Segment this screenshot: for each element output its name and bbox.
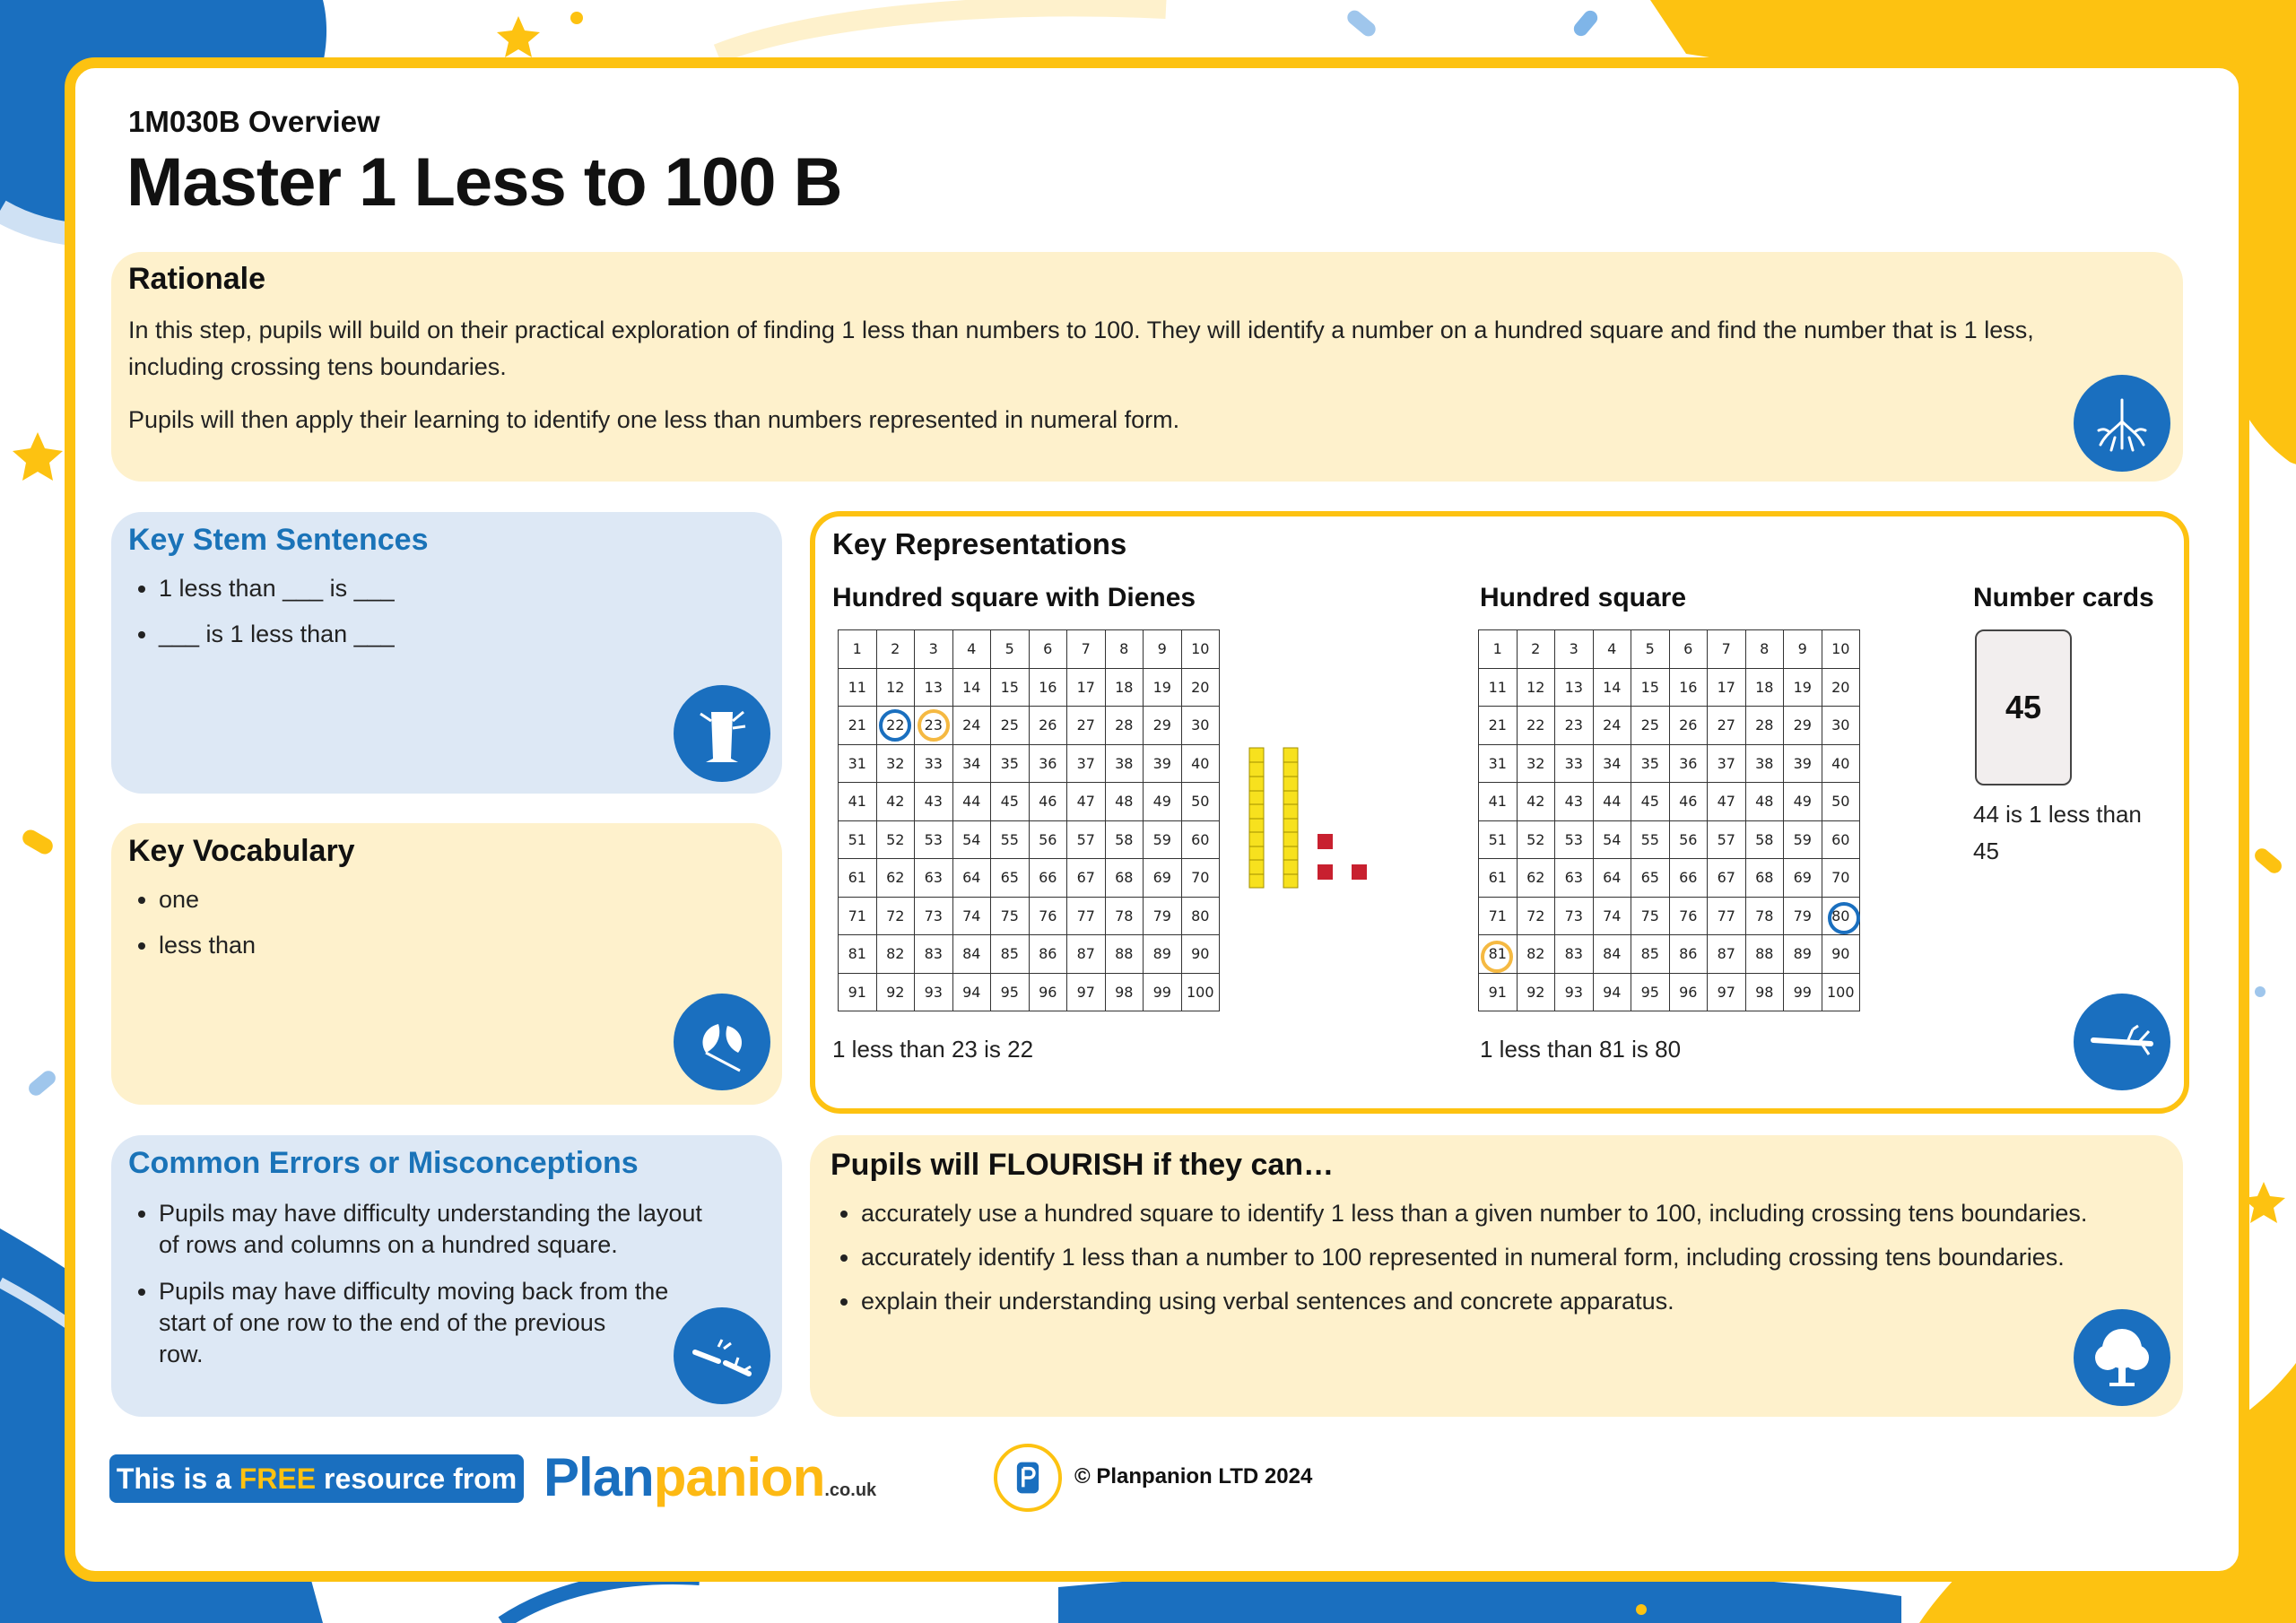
hundred-square-cell: 7 bbox=[1708, 630, 1746, 669]
hundred-square-cell: 15 bbox=[991, 668, 1030, 707]
tree-icon bbox=[2074, 1309, 2170, 1406]
hundred-square-cell: 72 bbox=[876, 897, 915, 935]
hundred-square-cell: 100 bbox=[1181, 973, 1220, 1011]
hundred-square-cell: 16 bbox=[1669, 668, 1708, 707]
hundred-square-cell: 46 bbox=[1029, 783, 1067, 821]
hundred-square-cell: 99 bbox=[1144, 973, 1182, 1011]
hundred-square-cell: 12 bbox=[876, 668, 915, 707]
logo-text-panion: panion bbox=[653, 1447, 825, 1507]
hundred-square-cell: 42 bbox=[1517, 783, 1555, 821]
hundred-square-cell: 53 bbox=[915, 820, 953, 859]
hundred-square-cell: 82 bbox=[1517, 935, 1555, 974]
hundred-square-cell: 23 bbox=[915, 707, 953, 745]
hundred-square-cell: 2 bbox=[876, 630, 915, 669]
hundred-square-cell: 1 bbox=[1479, 630, 1518, 669]
roots-icon bbox=[2074, 375, 2170, 472]
hundred-square-cell: 64 bbox=[952, 859, 991, 898]
hundred-square-caption: 1 less than 81 is 80 bbox=[1480, 1036, 1682, 1063]
hundred-square-cell: 10 bbox=[1822, 630, 1860, 669]
hundred-square-cell: 56 bbox=[1029, 820, 1067, 859]
hundred-square-cell: 4 bbox=[952, 630, 991, 669]
caption-line: 45 bbox=[1973, 838, 1999, 864]
list-item-line: row. bbox=[159, 1341, 204, 1367]
hundred-square-cell: 31 bbox=[839, 744, 877, 783]
hundred-square-cell: 12 bbox=[1517, 668, 1555, 707]
hundred-square-cell: 32 bbox=[1517, 744, 1555, 783]
hundred-square-cell: 92 bbox=[876, 973, 915, 1011]
hundred-square-cell: 24 bbox=[952, 707, 991, 745]
hundred-square-cell: 2 bbox=[1517, 630, 1555, 669]
hundred-square-cell: 41 bbox=[1479, 783, 1518, 821]
badge-text-prefix: This is a bbox=[116, 1462, 239, 1495]
hundred-square-cell: 63 bbox=[915, 859, 953, 898]
hundred-square-cell: 41 bbox=[839, 783, 877, 821]
hundred-square-cell: 48 bbox=[1105, 783, 1144, 821]
hundred-square-cell: 91 bbox=[839, 973, 877, 1011]
hundred-square-cell: 34 bbox=[1593, 744, 1631, 783]
hundred-square-cell: 92 bbox=[1517, 973, 1555, 1011]
hundred-square-cell: 97 bbox=[1067, 973, 1106, 1011]
hundred-square-cell: 14 bbox=[1593, 668, 1631, 707]
list-item-line: Pupils may have difficulty understanding the layout bbox=[159, 1200, 702, 1227]
hundred-square-cell: 44 bbox=[1593, 783, 1631, 821]
hundred-square-row bbox=[839, 630, 1220, 669]
stem-sentences-list bbox=[128, 575, 395, 648]
hundred-square-cell: 19 bbox=[1784, 668, 1822, 707]
hundred-square-cell: 50 bbox=[1181, 783, 1220, 821]
hundred-square-cell: 95 bbox=[1631, 973, 1670, 1011]
hundred-square-cell: 66 bbox=[1669, 859, 1708, 898]
hundred-square-cell: 69 bbox=[1784, 859, 1822, 898]
hundred-square-cell: 28 bbox=[1745, 707, 1784, 745]
hundred-square-cell: 43 bbox=[1555, 783, 1594, 821]
hundred-square-cell: 38 bbox=[1105, 744, 1144, 783]
hundred-square-cell: 71 bbox=[839, 897, 877, 935]
rationale-text-line1: In this step, pupils will build on their practical exploration of finding 1 less than numbers to 100. They will identify a number on a hundred square and find the number that is 1 less, bbox=[128, 317, 2034, 343]
hundred-square-row bbox=[1479, 744, 1860, 783]
hundred-square-cell: 35 bbox=[1631, 744, 1670, 783]
hundred-square-cell: 100 bbox=[1822, 973, 1860, 1011]
hundred-square-cell: 64 bbox=[1593, 859, 1631, 898]
hundred-square-cell: 85 bbox=[1631, 935, 1670, 974]
badge-text-suffix: resource from bbox=[316, 1462, 517, 1495]
hundred-square-cell: 3 bbox=[915, 630, 953, 669]
hundred-square-cell: 23 bbox=[1555, 707, 1594, 745]
hundred-square-cell: 9 bbox=[1784, 630, 1822, 669]
list-item: • explain their understanding using verbal sentences and concrete apparatus. bbox=[861, 1288, 2087, 1315]
hundred-square-cell: 36 bbox=[1029, 744, 1067, 783]
hundred-square-cell: 37 bbox=[1708, 744, 1746, 783]
hundred-square-cell: 88 bbox=[1745, 935, 1784, 974]
hundred-square-cell: 79 bbox=[1784, 897, 1822, 935]
hundred-square-cell: 65 bbox=[1631, 859, 1670, 898]
hundred-square-cell: 22 bbox=[876, 707, 915, 745]
hundred-square-cell: 26 bbox=[1669, 707, 1708, 745]
hundred-square-cell: 57 bbox=[1708, 820, 1746, 859]
circle-marker-blue bbox=[879, 709, 911, 742]
hundred-square-cell: 27 bbox=[1067, 707, 1106, 745]
hundred-square-cell: 5 bbox=[1631, 630, 1670, 669]
hundred-square-cell: 91 bbox=[1479, 973, 1518, 1011]
hundred-square-cell: 68 bbox=[1105, 859, 1144, 898]
hundred-square-cell: 54 bbox=[1593, 820, 1631, 859]
hundred-square-cell: 31 bbox=[1479, 744, 1518, 783]
hundred-square-cell: 45 bbox=[1631, 783, 1670, 821]
hundred-square-row bbox=[1479, 707, 1860, 745]
leaves-icon bbox=[674, 994, 770, 1090]
hundred-square-cell: 90 bbox=[1822, 935, 1860, 974]
hundred-square-cell: 45 bbox=[991, 783, 1030, 821]
hundred-square-cell: 50 bbox=[1822, 783, 1860, 821]
hundred-square-cell: 81 bbox=[1479, 935, 1518, 974]
hundred-square-cell: 13 bbox=[915, 668, 953, 707]
hundred-square-cell: 20 bbox=[1822, 668, 1860, 707]
hundred-square-cell: 42 bbox=[876, 783, 915, 821]
dienes-subheading: Hundred square with Dienes bbox=[832, 583, 1196, 612]
hundred-square-cell: 29 bbox=[1784, 707, 1822, 745]
hundred-square-subheading: Hundred square bbox=[1480, 583, 1687, 612]
hundred-square-cell: 14 bbox=[952, 668, 991, 707]
hundred-square-cell: 57 bbox=[1067, 820, 1106, 859]
hundred-square-row bbox=[839, 668, 1220, 707]
list-item bbox=[159, 1276, 702, 1370]
hundred-square-cell: 70 bbox=[1181, 859, 1220, 898]
hundred-square-cell: 93 bbox=[1555, 973, 1594, 1011]
hundred-square-cell: 66 bbox=[1029, 859, 1067, 898]
hundred-square-row bbox=[839, 935, 1220, 974]
hundred-square-cell: 13 bbox=[1555, 668, 1594, 707]
hundred-square-cell: 76 bbox=[1669, 897, 1708, 935]
hundred-square-cell: 44 bbox=[952, 783, 991, 821]
hundred-square-cell: 96 bbox=[1669, 973, 1708, 1011]
hundred-square-cell: 33 bbox=[1555, 744, 1594, 783]
broken-branch-icon bbox=[674, 1307, 770, 1404]
hundred-square-cell: 29 bbox=[1144, 707, 1182, 745]
hundred-square-cell: 40 bbox=[1181, 744, 1220, 783]
list-item bbox=[159, 1198, 702, 1261]
hundred-square-cell: 69 bbox=[1144, 859, 1182, 898]
hundred-square-cell: 72 bbox=[1517, 897, 1555, 935]
hundred-square-cell: 9 bbox=[1144, 630, 1182, 669]
hundred-square-cell: 6 bbox=[1029, 630, 1067, 669]
hundred-square-row bbox=[1479, 783, 1860, 821]
circle-marker-blue bbox=[1828, 902, 1860, 934]
hundred-square-cell: 94 bbox=[1593, 973, 1631, 1011]
list-item: • one bbox=[159, 886, 256, 914]
hundred-square-cell: 8 bbox=[1745, 630, 1784, 669]
hundred-square-cell: 89 bbox=[1144, 935, 1182, 974]
hundred-square-cell: 86 bbox=[1029, 935, 1067, 974]
hundred-square-cell: 90 bbox=[1181, 935, 1220, 974]
hundred-square-cell: 77 bbox=[1708, 897, 1746, 935]
tree-trunk-icon bbox=[674, 685, 770, 782]
hundred-square-cell: 76 bbox=[1029, 897, 1067, 935]
hundred-square-cell: 83 bbox=[1555, 935, 1594, 974]
hundred-square-cell: 80 bbox=[1181, 897, 1220, 935]
hundred-square bbox=[1478, 629, 1860, 1011]
hundred-square-cell: 52 bbox=[876, 820, 915, 859]
hundred-square-cell: 74 bbox=[1593, 897, 1631, 935]
hundred-square-row bbox=[1479, 668, 1860, 707]
hundred-square-cell: 6 bbox=[1669, 630, 1708, 669]
hundred-square-cell: 98 bbox=[1745, 973, 1784, 1011]
hundred-square-cell: 35 bbox=[991, 744, 1030, 783]
hundred-square-cell: 98 bbox=[1105, 973, 1144, 1011]
hundred-square-cell: 7 bbox=[1067, 630, 1106, 669]
hundred-square-row bbox=[839, 783, 1220, 821]
hundred-square-cell: 96 bbox=[1029, 973, 1067, 1011]
hundred-square-cell: 19 bbox=[1144, 668, 1182, 707]
hundred-square-cell: 43 bbox=[915, 783, 953, 821]
list-item-line: start of one row to the end of the previous bbox=[159, 1309, 606, 1336]
circle-marker-orange bbox=[918, 709, 950, 742]
hundred-square-cell: 62 bbox=[1517, 859, 1555, 898]
hundred-square-cell: 73 bbox=[1555, 897, 1594, 935]
logo-domain: .co.uk bbox=[824, 1480, 877, 1500]
hundred-square-cell: 75 bbox=[991, 897, 1030, 935]
hundred-square-cell: 81 bbox=[839, 935, 877, 974]
hundred-square-row bbox=[1479, 973, 1860, 1011]
list-item-line: Pupils may have difficulty moving back from the bbox=[159, 1278, 669, 1305]
planpanion-badge-icon bbox=[994, 1444, 1062, 1512]
hundred-square-cell: 20 bbox=[1181, 668, 1220, 707]
hundred-square-row bbox=[1479, 859, 1860, 898]
hundred-square-cell: 53 bbox=[1555, 820, 1594, 859]
rationale-text-line2: including crossing tens boundaries. bbox=[128, 353, 507, 380]
hundred-square-cell: 37 bbox=[1067, 744, 1106, 783]
hundred-square-cell: 24 bbox=[1593, 707, 1631, 745]
hundred-square-with-dienes bbox=[838, 629, 1220, 1011]
errors-heading: Common Errors or Misconceptions bbox=[128, 1146, 639, 1180]
hundred-square-cell: 55 bbox=[991, 820, 1030, 859]
rationale-heading: Rationale bbox=[128, 262, 266, 296]
hundred-square-cell: 17 bbox=[1708, 668, 1746, 707]
hundred-square-cell: 68 bbox=[1745, 859, 1784, 898]
hundred-square-cell: 88 bbox=[1105, 935, 1144, 974]
hundred-square-cell: 58 bbox=[1745, 820, 1784, 859]
caption-line: 44 is 1 less than bbox=[1973, 801, 2142, 828]
list-item: • accurately use a hundred square to identify 1 less than a given number to 100, including crossing tens boundaries. bbox=[861, 1200, 2087, 1228]
hundred-square-cell: 21 bbox=[1479, 707, 1518, 745]
hundred-square-cell: 38 bbox=[1745, 744, 1784, 783]
hundred-square-cell: 8 bbox=[1105, 630, 1144, 669]
hundred-square-row bbox=[1479, 630, 1860, 669]
hundred-square-cell: 21 bbox=[839, 707, 877, 745]
hundred-square-cell: 83 bbox=[915, 935, 953, 974]
hundred-square-cell: 26 bbox=[1029, 707, 1067, 745]
hundred-square-cell: 10 bbox=[1181, 630, 1220, 669]
hundred-square-cell: 18 bbox=[1105, 668, 1144, 707]
planpanion-logo[interactable] bbox=[544, 1446, 876, 1508]
hundred-square-cell: 36 bbox=[1669, 744, 1708, 783]
dienes-blocks bbox=[1242, 744, 1377, 897]
hundred-square-cell: 55 bbox=[1631, 820, 1670, 859]
flourish-heading: Pupils will FLOURISH if they can… bbox=[831, 1148, 1335, 1182]
lesson-code: 1M030B Overview bbox=[128, 105, 380, 138]
hundred-square-cell: 46 bbox=[1669, 783, 1708, 821]
hundred-square-cell: 4 bbox=[1593, 630, 1631, 669]
hundred-square-cell: 28 bbox=[1105, 707, 1144, 745]
hundred-square-cell: 61 bbox=[839, 859, 877, 898]
dienes-caption: 1 less than 23 is 22 bbox=[832, 1036, 1034, 1063]
hundred-square-row bbox=[839, 897, 1220, 935]
hundred-square-cell: 39 bbox=[1784, 744, 1822, 783]
hundred-square-cell: 30 bbox=[1822, 707, 1860, 745]
list-item: • ___ is 1 less than ___ bbox=[159, 621, 395, 648]
hundred-square-cell: 58 bbox=[1105, 820, 1144, 859]
number-cards-caption bbox=[1973, 796, 2142, 870]
hundred-square-cell: 77 bbox=[1067, 897, 1106, 935]
hundred-square-cell: 47 bbox=[1708, 783, 1746, 821]
hundred-square-cell: 49 bbox=[1144, 783, 1182, 821]
hundred-square-cell: 75 bbox=[1631, 897, 1670, 935]
vocabulary-list bbox=[128, 886, 256, 959]
hundred-square-cell: 74 bbox=[952, 897, 991, 935]
hundred-square-cell: 71 bbox=[1479, 897, 1518, 935]
branch-icon bbox=[2074, 994, 2170, 1090]
representations-heading: Key Representations bbox=[832, 527, 1127, 560]
hundred-square-cell: 70 bbox=[1822, 859, 1860, 898]
hundred-square-cell: 97 bbox=[1708, 973, 1746, 1011]
hundred-square-cell: 47 bbox=[1067, 783, 1106, 821]
hundred-square-cell: 25 bbox=[991, 707, 1030, 745]
hundred-square-cell: 3 bbox=[1555, 630, 1594, 669]
hundred-square-cell: 33 bbox=[915, 744, 953, 783]
hundred-square-cell: 62 bbox=[876, 859, 915, 898]
hundred-square-cell: 87 bbox=[1067, 935, 1106, 974]
hundred-square-cell: 48 bbox=[1745, 783, 1784, 821]
hundred-square-cell: 84 bbox=[952, 935, 991, 974]
hundred-square-cell: 1 bbox=[839, 630, 877, 669]
hundred-square-cell: 32 bbox=[876, 744, 915, 783]
hundred-square-row bbox=[839, 820, 1220, 859]
number-card: 45 bbox=[1975, 629, 2072, 785]
hundred-square-cell: 25 bbox=[1631, 707, 1670, 745]
circle-marker-orange bbox=[1481, 941, 1513, 973]
hundred-square-cell: 60 bbox=[1181, 820, 1220, 859]
hundred-square-cell: 85 bbox=[991, 935, 1030, 974]
free-resource-badge[interactable] bbox=[109, 1454, 524, 1503]
hundred-square-cell: 39 bbox=[1144, 744, 1182, 783]
hundred-square-row bbox=[839, 973, 1220, 1011]
hundred-square-cell: 67 bbox=[1708, 859, 1746, 898]
hundred-square-cell: 94 bbox=[952, 973, 991, 1011]
vocabulary-heading: Key Vocabulary bbox=[128, 834, 355, 868]
stem-sentences-heading: Key Stem Sentences bbox=[128, 523, 429, 557]
hundred-square-cell: 27 bbox=[1708, 707, 1746, 745]
hundred-square-cell: 52 bbox=[1517, 820, 1555, 859]
hundred-square-cell: 65 bbox=[991, 859, 1030, 898]
hundred-square-cell: 18 bbox=[1745, 668, 1784, 707]
hundred-square-cell: 11 bbox=[839, 668, 877, 707]
badge-text-free: FREE bbox=[239, 1462, 317, 1495]
rationale-text-paragraph2: Pupils will then apply their learning to identify one less than numbers represented in numeral form. bbox=[128, 406, 1180, 433]
logo-text-plan: Plan bbox=[544, 1447, 654, 1507]
flourish-list bbox=[831, 1200, 2087, 1315]
hundred-square-row bbox=[839, 859, 1220, 898]
hundred-square-cell: 82 bbox=[876, 935, 915, 974]
hundred-square-cell: 86 bbox=[1669, 935, 1708, 974]
hundred-square-cell: 11 bbox=[1479, 668, 1518, 707]
hundred-square-cell: 99 bbox=[1784, 973, 1822, 1011]
hundred-square-row bbox=[1479, 935, 1860, 974]
hundred-square-row bbox=[1479, 820, 1860, 859]
hundred-square-cell: 51 bbox=[839, 820, 877, 859]
hundred-square-cell: 89 bbox=[1784, 935, 1822, 974]
hundred-square-cell: 54 bbox=[952, 820, 991, 859]
hundred-square-cell: 15 bbox=[1631, 668, 1670, 707]
list-item-line: of rows and columns on a hundred square. bbox=[159, 1231, 618, 1258]
hundred-square-cell: 5 bbox=[991, 630, 1030, 669]
list-item: • 1 less than ___ is ___ bbox=[159, 575, 395, 603]
hundred-square-cell: 30 bbox=[1181, 707, 1220, 745]
hundred-square-cell: 51 bbox=[1479, 820, 1518, 859]
hundred-square-cell: 78 bbox=[1745, 897, 1784, 935]
hundred-square-cell: 16 bbox=[1029, 668, 1067, 707]
hundred-square-cell: 61 bbox=[1479, 859, 1518, 898]
hundred-square-cell: 59 bbox=[1784, 820, 1822, 859]
hundred-square-cell: 17 bbox=[1067, 668, 1106, 707]
hundred-square-cell: 60 bbox=[1822, 820, 1860, 859]
hundred-square-cell: 34 bbox=[952, 744, 991, 783]
hundred-square-cell: 80 bbox=[1822, 897, 1860, 935]
hundred-square-cell: 59 bbox=[1144, 820, 1182, 859]
hundred-square-cell: 95 bbox=[991, 973, 1030, 1011]
hundred-square-cell: 56 bbox=[1669, 820, 1708, 859]
hundred-square-cell: 87 bbox=[1708, 935, 1746, 974]
hundred-square-cell: 63 bbox=[1555, 859, 1594, 898]
hundred-square-cell: 79 bbox=[1144, 897, 1182, 935]
hundred-square-cell: 22 bbox=[1517, 707, 1555, 745]
list-item: • less than bbox=[159, 932, 256, 959]
hundred-square-cell: 93 bbox=[915, 973, 953, 1011]
hundred-square-row bbox=[839, 744, 1220, 783]
hundred-square-cell: 78 bbox=[1105, 897, 1144, 935]
copyright-text: © Planpanion LTD 2024 bbox=[1074, 1464, 1313, 1488]
hundred-square-cell: 40 bbox=[1822, 744, 1860, 783]
hundred-square-row bbox=[1479, 897, 1860, 935]
hundred-square-cell: 49 bbox=[1784, 783, 1822, 821]
page-title: Master 1 Less to 100 B bbox=[126, 144, 842, 221]
list-item: • accurately identify 1 less than a number to 100 represented in numeral form, including crossing tens boundaries. bbox=[861, 1244, 2087, 1271]
hundred-square-cell: 73 bbox=[915, 897, 953, 935]
hundred-square-cell: 67 bbox=[1067, 859, 1106, 898]
number-cards-subheading: Number cards bbox=[1973, 583, 2154, 612]
hundred-square-cell: 84 bbox=[1593, 935, 1631, 974]
errors-list bbox=[128, 1198, 702, 1370]
